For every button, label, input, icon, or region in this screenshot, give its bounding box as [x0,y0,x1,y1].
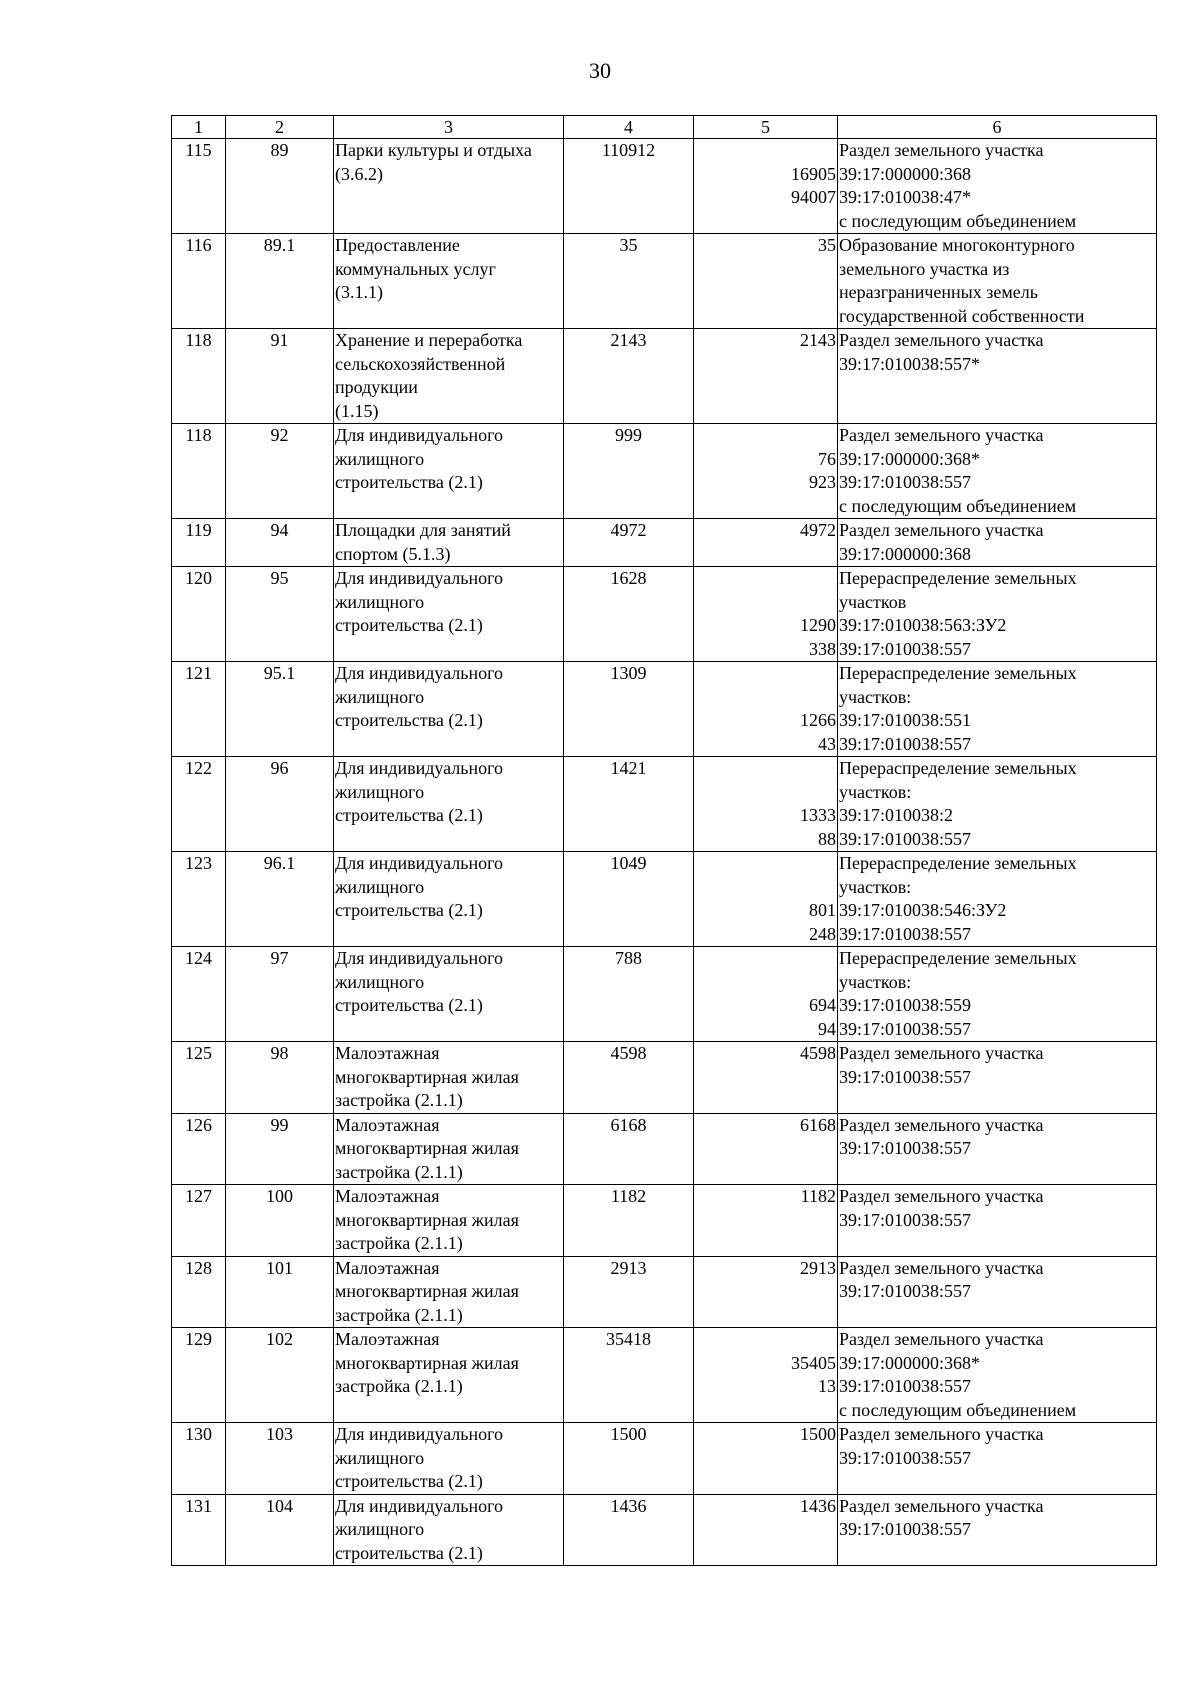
table-row [172,1185,1157,1257]
plot-number-cell: 101 [226,1256,334,1328]
area-cell: 999 [564,424,694,519]
permitted-use-cell-line: многоквартирная жилая [335,1352,519,1373]
formation-method-cell-line: 39:17:010038:557 [839,1376,972,1396]
part-area-cell-line [695,852,836,876]
permitted-use-cell [334,1185,564,1257]
part-area-cell-line: 2143 [800,330,836,350]
formation-method-cell-line: Раздел земельного участка [839,1257,1044,1278]
permitted-use-cell-line: (3.6.2) [335,163,383,184]
table-row [172,519,1157,567]
row-number-cell: 131 [172,1494,226,1566]
formation-method-cell-line: с последующим объединением [839,495,1077,516]
permitted-use-cell [334,1113,564,1185]
row-number-cell: 122 [172,757,226,852]
permitted-use-cell-line: жилищного [335,971,425,992]
permitted-use-cell-line: Малоэтажная [335,1186,440,1206]
part-area-cell [694,662,838,757]
part-area-cell [694,757,838,852]
permitted-use-cell-line: строительства (2.1) [335,710,483,730]
part-area-cell-line: 6168 [800,1114,836,1135]
formation-method-cell [838,519,1157,567]
permitted-use-cell-line: жилищного [335,1519,425,1539]
formation-method-cell-line: Перераспределение земельных [839,663,1077,683]
table-row [172,1256,1157,1328]
permitted-use-cell-line: сельскохозяйственной [335,353,506,374]
plot-number-cell: 97 [226,947,334,1042]
permitted-use-cell [334,662,564,757]
formation-method-cell-line: участков: [839,971,912,992]
part-area-cell [694,852,838,947]
permitted-use-cell-line: Малоэтажная [335,1043,440,1063]
formation-method-cell-line: 39:17:010038:2 [839,805,954,825]
part-area-cell-line [695,662,836,686]
permitted-use-cell-line: строительства (2.1) [335,805,483,825]
plot-number-cell: 96 [226,757,334,852]
permitted-use-cell-line: строительства (2.1) [335,615,483,635]
permitted-use-cell-line: строительства (2.1) [335,995,483,1015]
formation-method-cell-line: 39:17:010038:546:ЗУ2 [839,900,1007,920]
row-number-cell: 128 [172,1256,226,1328]
permitted-use-cell-line: жилищного [335,1447,425,1468]
row-number-cell: 119 [172,519,226,567]
formation-method-cell-line: государственной собственности [839,305,1085,326]
permitted-use-cell-line: многоквартирная жилая [335,1138,519,1158]
permitted-use-cell-line: Малоэтажная [335,1257,440,1278]
formation-method-cell-line: Раздел земельного участка [839,425,1044,445]
area-cell: 1421 [564,757,694,852]
part-area-cell-line: 43 [818,733,836,754]
part-area-cell-line [695,876,836,900]
permitted-use-cell [334,947,564,1042]
header-row [172,116,1157,139]
plot-number-cell: 94 [226,519,334,567]
part-area-cell-line: 4598 [800,1043,836,1063]
part-area-cell-line: 1436 [800,1495,836,1516]
permitted-use-cell-line: Для индивидуального [335,948,504,968]
table-row [172,1494,1157,1566]
area-cell: 2913 [564,1256,694,1328]
area-cell: 4972 [564,519,694,567]
row-number-cell: 123 [172,852,226,947]
part-area-cell-line [695,781,836,805]
permitted-use-cell [334,757,564,852]
permitted-use-cell-line: (3.1.1) [335,282,383,302]
formation-method-cell [838,329,1157,424]
part-area-cell-line: 1290 [800,615,836,635]
formation-method-cell [838,757,1157,852]
permitted-use-cell-line: застройка (2.1.1) [335,1376,463,1396]
table-row [172,757,1157,852]
formation-method-cell-line: 39:17:010038:557 [839,828,972,849]
column-header: 1 [172,116,226,139]
formation-method-cell-line: 39:17:010038:557* [839,353,981,374]
formation-method-cell [838,1328,1157,1423]
part-area-cell-line: 801 [809,900,836,920]
area-cell: 35418 [564,1328,694,1423]
formation-method-cell [838,1256,1157,1328]
permitted-use-cell-line: продукции [335,377,418,397]
permitted-use-cell [334,139,564,234]
column-header: 2 [226,116,334,139]
table-body [172,139,1157,1566]
part-area-cell-line: 88 [818,828,836,849]
permitted-use-cell [334,1423,564,1495]
permitted-use-cell-line: (1.15) [335,400,379,421]
column-header: 6 [838,116,1157,139]
formation-method-cell [838,234,1157,329]
area-cell: 1628 [564,567,694,662]
permitted-use-cell-line: строительства (2.1) [335,472,483,492]
formation-method-cell [838,1113,1157,1185]
part-area-cell [694,1423,838,1495]
part-area-cell-line: 2913 [800,1257,836,1278]
row-number-cell: 116 [172,234,226,329]
formation-method-cell-line: земельного участка из [839,258,1010,279]
formation-method-cell-line: участков: [839,686,912,707]
page-number: 30 [589,58,611,83]
part-area-cell [694,1185,838,1257]
permitted-use-cell-line: жилищного [335,591,425,612]
formation-method-cell-line: 39:17:010038:559 [839,995,972,1015]
part-area-cell-line [695,139,836,163]
part-area-cell [694,139,838,234]
formation-method-cell-line: 39:17:010038:557 [839,733,972,754]
permitted-use-cell-line: Для индивидуального [335,1495,504,1516]
plot-number-cell: 100 [226,1185,334,1257]
table-row [172,424,1157,519]
plot-number-cell: 99 [226,1113,334,1185]
part-area-cell-line: 94 [818,1018,836,1039]
part-area-cell-line: 694 [809,995,836,1015]
formation-method-cell-line: Образование многоконтурного [839,235,1075,255]
plot-number-cell: 92 [226,424,334,519]
permitted-use-cell-line: Для индивидуального [335,425,504,445]
formation-method-cell-line: Раздел земельного участка [839,140,1044,160]
permitted-use-cell-line: жилищного [335,781,425,802]
row-number-cell: 118 [172,329,226,424]
plot-number-cell: 104 [226,1494,334,1566]
permitted-use-cell-line: Для индивидуального [335,663,504,683]
permitted-use-cell-line: Для индивидуального [335,1424,504,1444]
formation-method-cell-line: с последующим объединением [839,210,1077,231]
permitted-use-cell-line: застройка (2.1.1) [335,1233,463,1253]
part-area-cell-line: 4972 [800,520,836,540]
row-number-cell: 124 [172,947,226,1042]
plot-number-cell: 95.1 [226,662,334,757]
formation-method-cell-line: 39:17:000000:368 [839,163,972,184]
row-number-cell: 121 [172,662,226,757]
permitted-use-cell [334,567,564,662]
permitted-use-cell [334,234,564,329]
table-row [172,1113,1157,1185]
permitted-use-cell-line: Малоэтажная [335,1114,440,1135]
formation-method-cell [838,662,1157,757]
formation-method-cell-line: 39:17:010038:557 [839,1066,972,1087]
part-area-cell [694,424,838,519]
row-number-cell: 120 [172,567,226,662]
permitted-use-cell-line: застройка (2.1.1) [335,1161,463,1182]
formation-method-cell-line: Раздел земельного участка [839,1329,1044,1349]
land-plots-table [171,115,1157,1566]
permitted-use-cell [334,1256,564,1328]
permitted-use-cell [334,519,564,567]
row-number-cell: 127 [172,1185,226,1257]
formation-method-cell-line: Раздел земельного участка [839,1114,1044,1135]
formation-method-cell-line: с последующим объединением [839,1399,1077,1420]
table-row [172,1042,1157,1114]
permitted-use-cell-line: строительства (2.1) [335,1542,483,1563]
formation-method-cell-line: Раздел земельного участка [839,330,1044,350]
row-number-cell: 115 [172,139,226,234]
formation-method-cell-line: 39:17:010038:557 [839,1281,972,1301]
formation-method-cell-line: Раздел земельного участка [839,1043,1044,1063]
permitted-use-cell-line: строительства (2.1) [335,1471,483,1491]
part-area-cell-line: 1266 [800,710,836,730]
part-area-cell-line [695,971,836,995]
part-area-cell-line: 76 [818,448,836,469]
plot-number-cell: 95 [226,567,334,662]
formation-method-cell [838,1494,1157,1566]
part-area-cell-line [695,567,836,591]
formation-method-cell-line: участков [839,591,907,612]
part-area-cell-line [695,686,836,710]
plot-number-cell: 91 [226,329,334,424]
part-area-cell-line [695,591,836,615]
part-area-cell-line: 923 [809,472,836,492]
formation-method-cell-line: Перераспределение земельных [839,568,1077,588]
formation-method-cell-line: 39:17:010038:557 [839,1519,972,1539]
formation-method-cell-line: 39:17:010038:47* [839,187,972,207]
formation-method-cell-line: Перераспределение земельных [839,758,1077,778]
plot-number-cell: 102 [226,1328,334,1423]
part-area-cell [694,1494,838,1566]
formation-method-cell-line: неразграниченных земель [839,282,1038,302]
plot-number-cell: 89.1 [226,234,334,329]
permitted-use-cell-line: Для индивидуального [335,758,504,778]
area-cell: 788 [564,947,694,1042]
formation-method-cell-line: участков: [839,876,912,897]
area-cell: 1049 [564,852,694,947]
area-cell: 1436 [564,1494,694,1566]
part-area-cell-line: 1333 [800,805,836,825]
row-number-cell: 130 [172,1423,226,1495]
formation-method-cell-line: 39:17:010038:557 [839,923,972,944]
permitted-use-cell [334,1042,564,1114]
table-row [172,234,1157,329]
part-area-cell-line: 35405 [791,1352,836,1373]
permitted-use-cell [334,424,564,519]
part-area-cell [694,329,838,424]
area-cell: 4598 [564,1042,694,1114]
permitted-use-cell [334,1494,564,1566]
row-number-cell: 126 [172,1113,226,1185]
row-number-cell: 118 [172,424,226,519]
permitted-use-cell-line: многоквартирная жилая [335,1066,519,1087]
table-row [172,852,1157,947]
area-cell: 1309 [564,662,694,757]
permitted-use-cell-line: жилищного [335,686,425,707]
formation-method-cell-line: 39:17:000000:368 [839,543,972,564]
table-row [172,567,1157,662]
area-cell: 35 [564,234,694,329]
formation-method-cell [838,852,1157,947]
column-header: 5 [694,116,838,139]
part-area-cell-line: 338 [809,638,836,659]
plot-number-cell: 89 [226,139,334,234]
plot-number-cell: 96.1 [226,852,334,947]
permitted-use-cell-line: спортом (5.1.3) [335,543,451,564]
permitted-use-cell [334,852,564,947]
area-cell: 1500 [564,1423,694,1495]
column-header: 4 [564,116,694,139]
formation-method-cell-line: 39:17:010038:557 [839,638,972,659]
permitted-use-cell-line: многоквартирная жилая [335,1209,519,1230]
part-area-cell [694,1113,838,1185]
area-cell: 2143 [564,329,694,424]
area-cell: 6168 [564,1113,694,1185]
formation-method-cell-line: Раздел земельного участка [839,1495,1044,1516]
part-area-cell [694,567,838,662]
formation-method-cell-line: 39:17:010038:557 [839,1209,972,1230]
formation-method-cell [838,947,1157,1042]
permitted-use-cell-line: Для индивидуального [335,568,504,588]
formation-method-cell [838,1423,1157,1495]
part-area-cell-line: 16905 [791,163,836,184]
formation-method-cell-line: 39:17:010038:557 [839,472,972,492]
permitted-use-cell-line: Площадки для занятий [335,520,511,540]
formation-method-cell [838,139,1157,234]
row-number-cell: 125 [172,1042,226,1114]
formation-method-cell-line: Раздел земельного участка [839,520,1044,540]
formation-method-cell-line: Перераспределение земельных [839,948,1077,968]
part-area-cell-line: 1182 [800,1186,836,1206]
formation-method-cell-line: участков: [839,781,912,802]
permitted-use-cell-line: Парки культуры и отдыха [335,140,532,160]
table-row [172,662,1157,757]
table-row [172,1328,1157,1423]
formation-method-cell [838,567,1157,662]
part-area-cell-line: 1500 [800,1424,836,1444]
part-area-cell [694,1328,838,1423]
plot-number-cell: 103 [226,1423,334,1495]
part-area-cell-line: 13 [818,1376,836,1396]
part-area-cell [694,1256,838,1328]
formation-method-cell-line: Раздел земельного участка [839,1186,1044,1206]
part-area-cell-line [695,1328,836,1352]
permitted-use-cell-line: Предоставление [335,235,460,255]
part-area-cell-line: 248 [809,923,836,944]
part-area-cell [694,519,838,567]
permitted-use-cell-line: жилищного [335,876,425,897]
permitted-use-cell-line: многоквартирная жилая [335,1281,519,1301]
table-row [172,947,1157,1042]
formation-method-cell [838,424,1157,519]
area-cell: 1182 [564,1185,694,1257]
table-row [172,139,1157,234]
formation-method-cell [838,1042,1157,1114]
formation-method-cell-line: Раздел земельного участка [839,1424,1044,1444]
permitted-use-cell-line: застройка (2.1.1) [335,1304,463,1325]
table-row [172,1423,1157,1495]
formation-method-cell-line: 39:17:010038:551 [839,710,972,730]
permitted-use-cell-line: Хранение и переработка [335,330,523,350]
part-area-cell [694,1042,838,1114]
permitted-use-cell-line: жилищного [335,448,425,469]
part-area-cell [694,947,838,1042]
formation-method-cell-line: 39:17:000000:368* [839,448,981,469]
formation-method-cell-line: 39:17:010038:563:ЗУ2 [839,615,1007,635]
row-number-cell: 129 [172,1328,226,1423]
table-row [172,329,1157,424]
formation-method-cell-line: 39:17:010038:557 [839,1447,972,1468]
permitted-use-cell-line: Для индивидуального [335,853,504,873]
formation-method-cell-line: Перераспределение земельных [839,853,1077,873]
plot-number-cell: 98 [226,1042,334,1114]
formation-method-cell [838,1185,1157,1257]
formation-method-cell-line: 39:17:010038:557 [839,1138,972,1158]
permitted-use-cell-line: коммунальных услуг [335,258,496,279]
permitted-use-cell-line: Малоэтажная [335,1329,440,1349]
permitted-use-cell [334,1328,564,1423]
part-area-cell-line [695,947,836,971]
permitted-use-cell-line: застройка (2.1.1) [335,1090,463,1110]
area-cell: 110912 [564,139,694,234]
part-area-cell-line: 35 [818,235,836,255]
permitted-use-cell-line: строительства (2.1) [335,900,483,920]
part-area-cell-line: 94007 [791,187,836,207]
part-area-cell-line [695,424,836,448]
formation-method-cell-line: 39:17:010038:557 [839,1018,972,1039]
formation-method-cell-line: 39:17:000000:368* [839,1352,981,1373]
column-header: 3 [334,116,564,139]
permitted-use-cell [334,329,564,424]
part-area-cell [694,234,838,329]
part-area-cell-line [695,757,836,781]
